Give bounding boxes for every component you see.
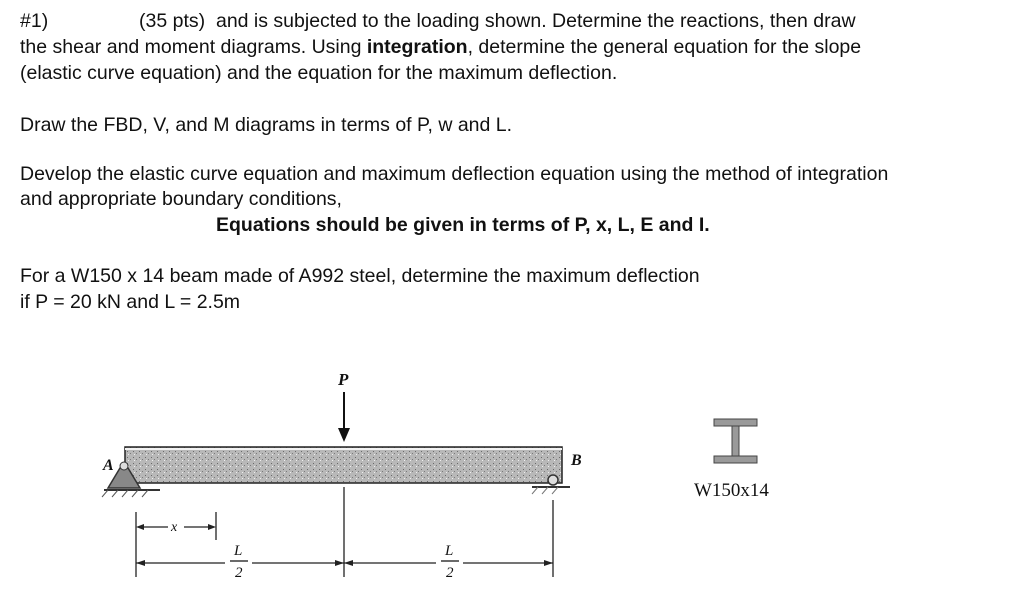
beam-diagram <box>0 340 1024 606</box>
problem-line-2-post: , determine the general equation for the slope <box>467 36 862 58</box>
problem-number: #1) <box>20 10 49 32</box>
fbd-instruction: Draw the FBD, V, and M diagrams in terms of P, w and L. <box>20 114 513 136</box>
problem-line-2-pre: the shear and moment diagrams. Using <box>20 36 362 58</box>
section-caption: W150x14 <box>694 480 769 501</box>
problem-statement-line-2 <box>20 35 861 60</box>
span-dimension <box>136 487 553 577</box>
support-a-label: A <box>103 457 114 474</box>
equations-emphasis: Equations should be given in terms of P, x, L, E and I. <box>216 214 710 236</box>
given-line-2: if P = 20 kN and L = 2.5m <box>20 291 241 313</box>
span-right-denominator: 2 <box>446 565 454 581</box>
load-label: P <box>338 370 349 389</box>
span-left-denominator: 2 <box>235 565 243 581</box>
beam <box>125 447 562 483</box>
integration-emphasis: integration <box>366 36 468 58</box>
span-right-numerator: L <box>445 543 454 559</box>
load-arrow <box>338 392 350 442</box>
x-label: x <box>171 520 178 535</box>
problem-line-1-text: and is subjected to the loading shown. Determine the reactions, then draw <box>215 10 856 32</box>
problem-points: (35 pts) <box>139 10 206 32</box>
span-left-numerator: L <box>234 543 243 559</box>
given-line-1: For a W150 x 14 beam made of A992 steel, determine the maximum deflection <box>20 265 700 287</box>
support-b-label: B <box>571 452 582 469</box>
develop-line-1: Develop the elastic curve equation and maximum deflection equation using the method of integration <box>20 163 889 185</box>
problem-statement-line-3: (elastic curve equation) and the equation for the maximum deflection. <box>20 62 618 84</box>
develop-line-2: and appropriate boundary conditions, <box>20 188 342 210</box>
i-beam-section-icon <box>714 419 757 463</box>
problem-statement-line-1 <box>20 9 856 34</box>
